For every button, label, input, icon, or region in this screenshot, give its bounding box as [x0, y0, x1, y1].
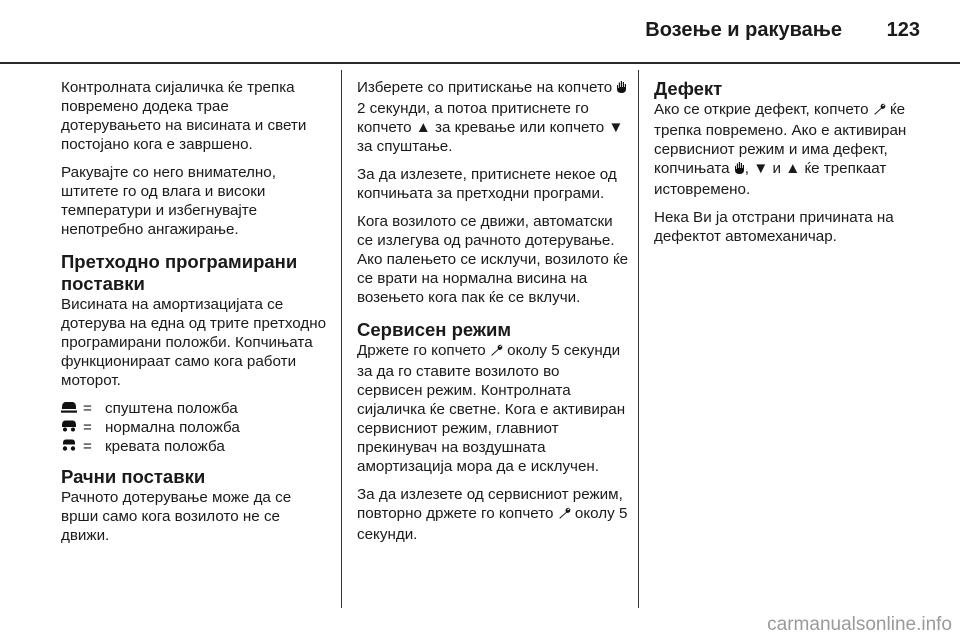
legend-row — [61, 399, 329, 418]
hand-adjust-icon — [616, 80, 627, 99]
wrench-icon — [873, 102, 886, 121]
legend-text: нормална положба — [105, 419, 240, 436]
section-heading: Рачни поставки — [61, 466, 206, 487]
page-number: 123 — [886, 19, 920, 41]
paragraph: Изберете со притискање на копчето 2 секунди, а потоа притиснете го копчето ▲ за кревање или копчето ▼ за спуштање. — [357, 78, 629, 156]
column-left — [61, 78, 329, 554]
paragraph: Висината на амортизацијата се дотерува на една од трите претходно програмирани положби. Копчињата функционираат само кога работи моторот. — [61, 296, 327, 389]
paragraph: За да излезете, притиснете некое од копчињата за претходни програми. — [357, 166, 617, 202]
section-heading: Претходно програмирани поставки — [61, 251, 298, 294]
watermark: carmanualsonline.info — [767, 614, 952, 635]
section-heading: Сервисен режим — [357, 319, 512, 340]
legend-text: кревата положба — [105, 438, 225, 455]
paragraph: Ако се открие дефект, копчето ќе трепка повремено. Ако е активиран сервисниот режим и има дефект, копчињата , ▼ и ▲ ќе трепкаат истовремено. — [654, 101, 907, 198]
paragraph: Ракувајте со него внимателно, штитете го од влага и високи температури и избегнувајте непотребно ангажирање. — [61, 164, 276, 238]
column-divider — [341, 70, 342, 608]
legend-equals: = — [83, 419, 92, 436]
car-lowered-icon — [61, 399, 83, 418]
paragraph: Држете го копчето околу 5 секунди за да го ставите возилото во сервисен режим. Контролната сијаличка ќе светне. Кога е активиран сервисниот режим, главниот прекинувач на воздушната амортизација мора да е исклучен. — [357, 342, 626, 475]
car-raised-icon — [61, 437, 83, 456]
section-heading: Дефект — [654, 78, 723, 99]
paragraph: Рачното дотерување може да се врши само кога возилото не се движи. — [61, 489, 292, 544]
paragraph: Кога возилото се движи, автоматски се излегува од рачното дотерување. Ако палењето се исклучи, возилото ќе се врати на нормална висина на возењето кога пак ќе се вклучи. — [357, 213, 629, 306]
wrench-icon — [558, 506, 571, 525]
legend-row — [61, 437, 329, 456]
column-middle — [357, 78, 629, 553]
page-header — [0, 0, 960, 64]
legend-equals: = — [83, 438, 92, 455]
paragraph: Контролната сијаличка ќе трепка повремено додека трае дотерувањето на висината и свети постојано кога е завршено. — [61, 79, 307, 153]
legend-text: спуштена положба — [105, 400, 238, 417]
legend-equals: = — [83, 400, 92, 417]
position-legend — [61, 399, 329, 456]
paragraph: За да излезете од сервисниот режим, повторно држете го копчето околу 5 секунди. — [357, 486, 628, 543]
legend-row — [61, 418, 329, 437]
column-divider — [638, 70, 639, 608]
wrench-icon — [490, 343, 503, 362]
column-right — [654, 78, 934, 255]
paragraph: Нека Ви ја отстрани причината на дефектот автомеханичар. — [654, 209, 894, 245]
page-title: Возење и ракување — [645, 19, 842, 41]
car-normal-icon — [61, 418, 83, 437]
hand-adjust-icon — [734, 161, 745, 180]
